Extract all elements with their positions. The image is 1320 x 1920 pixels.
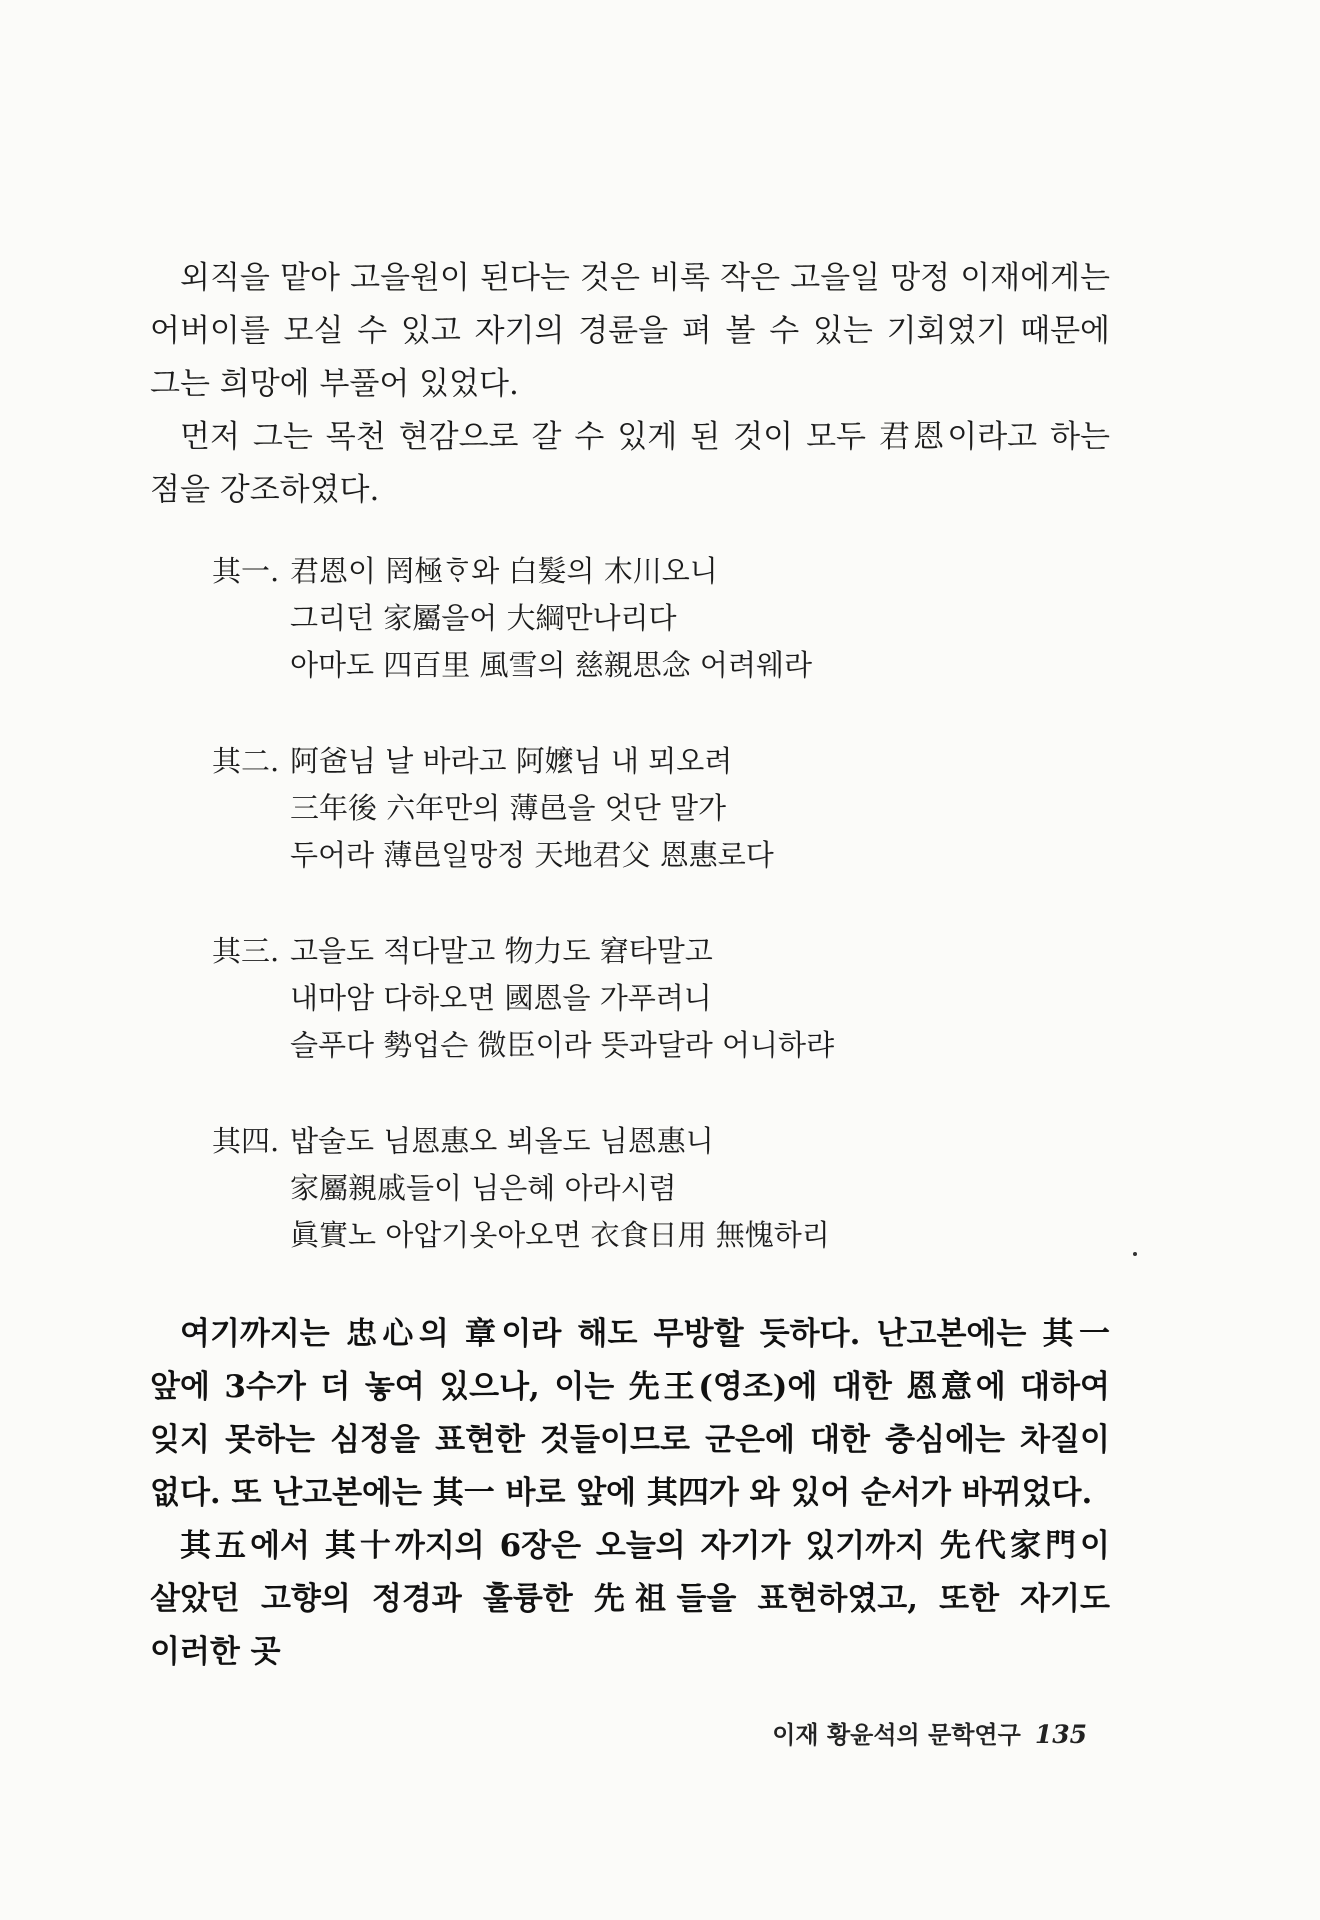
poem-number: 其三. xyxy=(212,934,280,968)
paragraph: 其五에서 其十까지의 6장은 오늘의 자기가 있기까지 先代家門이 살았던 고향의 정경과 훌륭한 先祖들을 표현하였고, 또한 자기도 이러한 곳 xyxy=(150,1528,1110,1670)
page-number: 135 xyxy=(1034,1720,1087,1749)
poem-number: 其二. xyxy=(212,744,280,778)
poem-3 xyxy=(212,928,1092,1069)
running-title: 이재 황윤석의 문학연구 xyxy=(772,1721,1021,1749)
poem-line: 내마암 다하오면 國恩을 가푸려니 xyxy=(290,981,712,1015)
poem-number: 其一. xyxy=(212,554,280,588)
paragraph: 외직을 맡아 고을원이 된다는 것은 비록 작은 고을일 망정 이재에게는 어버이를 모실 수 있고 자기의 경륜을 펴 볼 수 있는 기회였기 때문에 그는 희망에 부풀어 있었다. xyxy=(150,260,1110,402)
poem-line: 三年後 六年만의 薄邑을 엇단 말가 xyxy=(290,791,726,825)
print-speck xyxy=(1133,1252,1137,1256)
paragraph: 여기까지는 忠心의 章이라 해도 무방할 듯하다. 난고본에는 其一 앞에 3수가 더 놓여 있으나, 이는 先王(영조)에 대한 恩意에 대하여 잊지 못하는 심정을 표현한 것들이므로 군은에 대한 충심에는 차질이 없다. 또 난고본에는 其一 바로 앞에 其四가 와 있어 순서가 바뀌었다. xyxy=(150,1316,1110,1511)
sijo-poems xyxy=(212,548,1092,1308)
poem-4 xyxy=(212,1118,1092,1259)
poem-2 xyxy=(212,738,1092,879)
poem-line: 阿爸님 날 바라고 阿嬤님 내 뫼오려 xyxy=(290,744,733,778)
poem-line: 두어라 薄邑일망정 天地君父 恩惠로다 xyxy=(290,838,774,872)
poem-line: 家屬親戚들이 님은혜 아라시렴 xyxy=(290,1171,677,1205)
poem-line: 고을도 적다말고 物力도 窘타말고 xyxy=(290,934,713,968)
poem-number: 其四. xyxy=(212,1124,280,1158)
commentary-text xyxy=(150,1308,1110,1679)
poem-line: 밥술도 님恩惠오 뵈올도 님恩惠니 xyxy=(290,1124,714,1158)
poem-line: 君恩이 罔極ᄒᆞ와 白髮의 木川오니 xyxy=(290,554,718,588)
poem-line: 슬푸다 勢업슨 微臣이라 뜻과달라 어니하랴 xyxy=(290,1028,835,1062)
poem-line: 眞實노 아압기옷아오면 衣食日用 無愧하리 xyxy=(290,1218,830,1252)
intro-text xyxy=(150,252,1110,517)
poem-line: 아마도 四百里 風雪의 慈親思念 어려웨라 xyxy=(290,648,812,682)
poem-line: 그리던 家屬을어 大綱만나리다 xyxy=(290,601,677,635)
page-footer xyxy=(772,1715,1087,1750)
poem-1 xyxy=(212,548,1092,689)
paragraph: 먼저 그는 목천 현감으로 갈 수 있게 된 것이 모두 君恩이라고 하는 점을 강조하였다. xyxy=(150,419,1110,508)
